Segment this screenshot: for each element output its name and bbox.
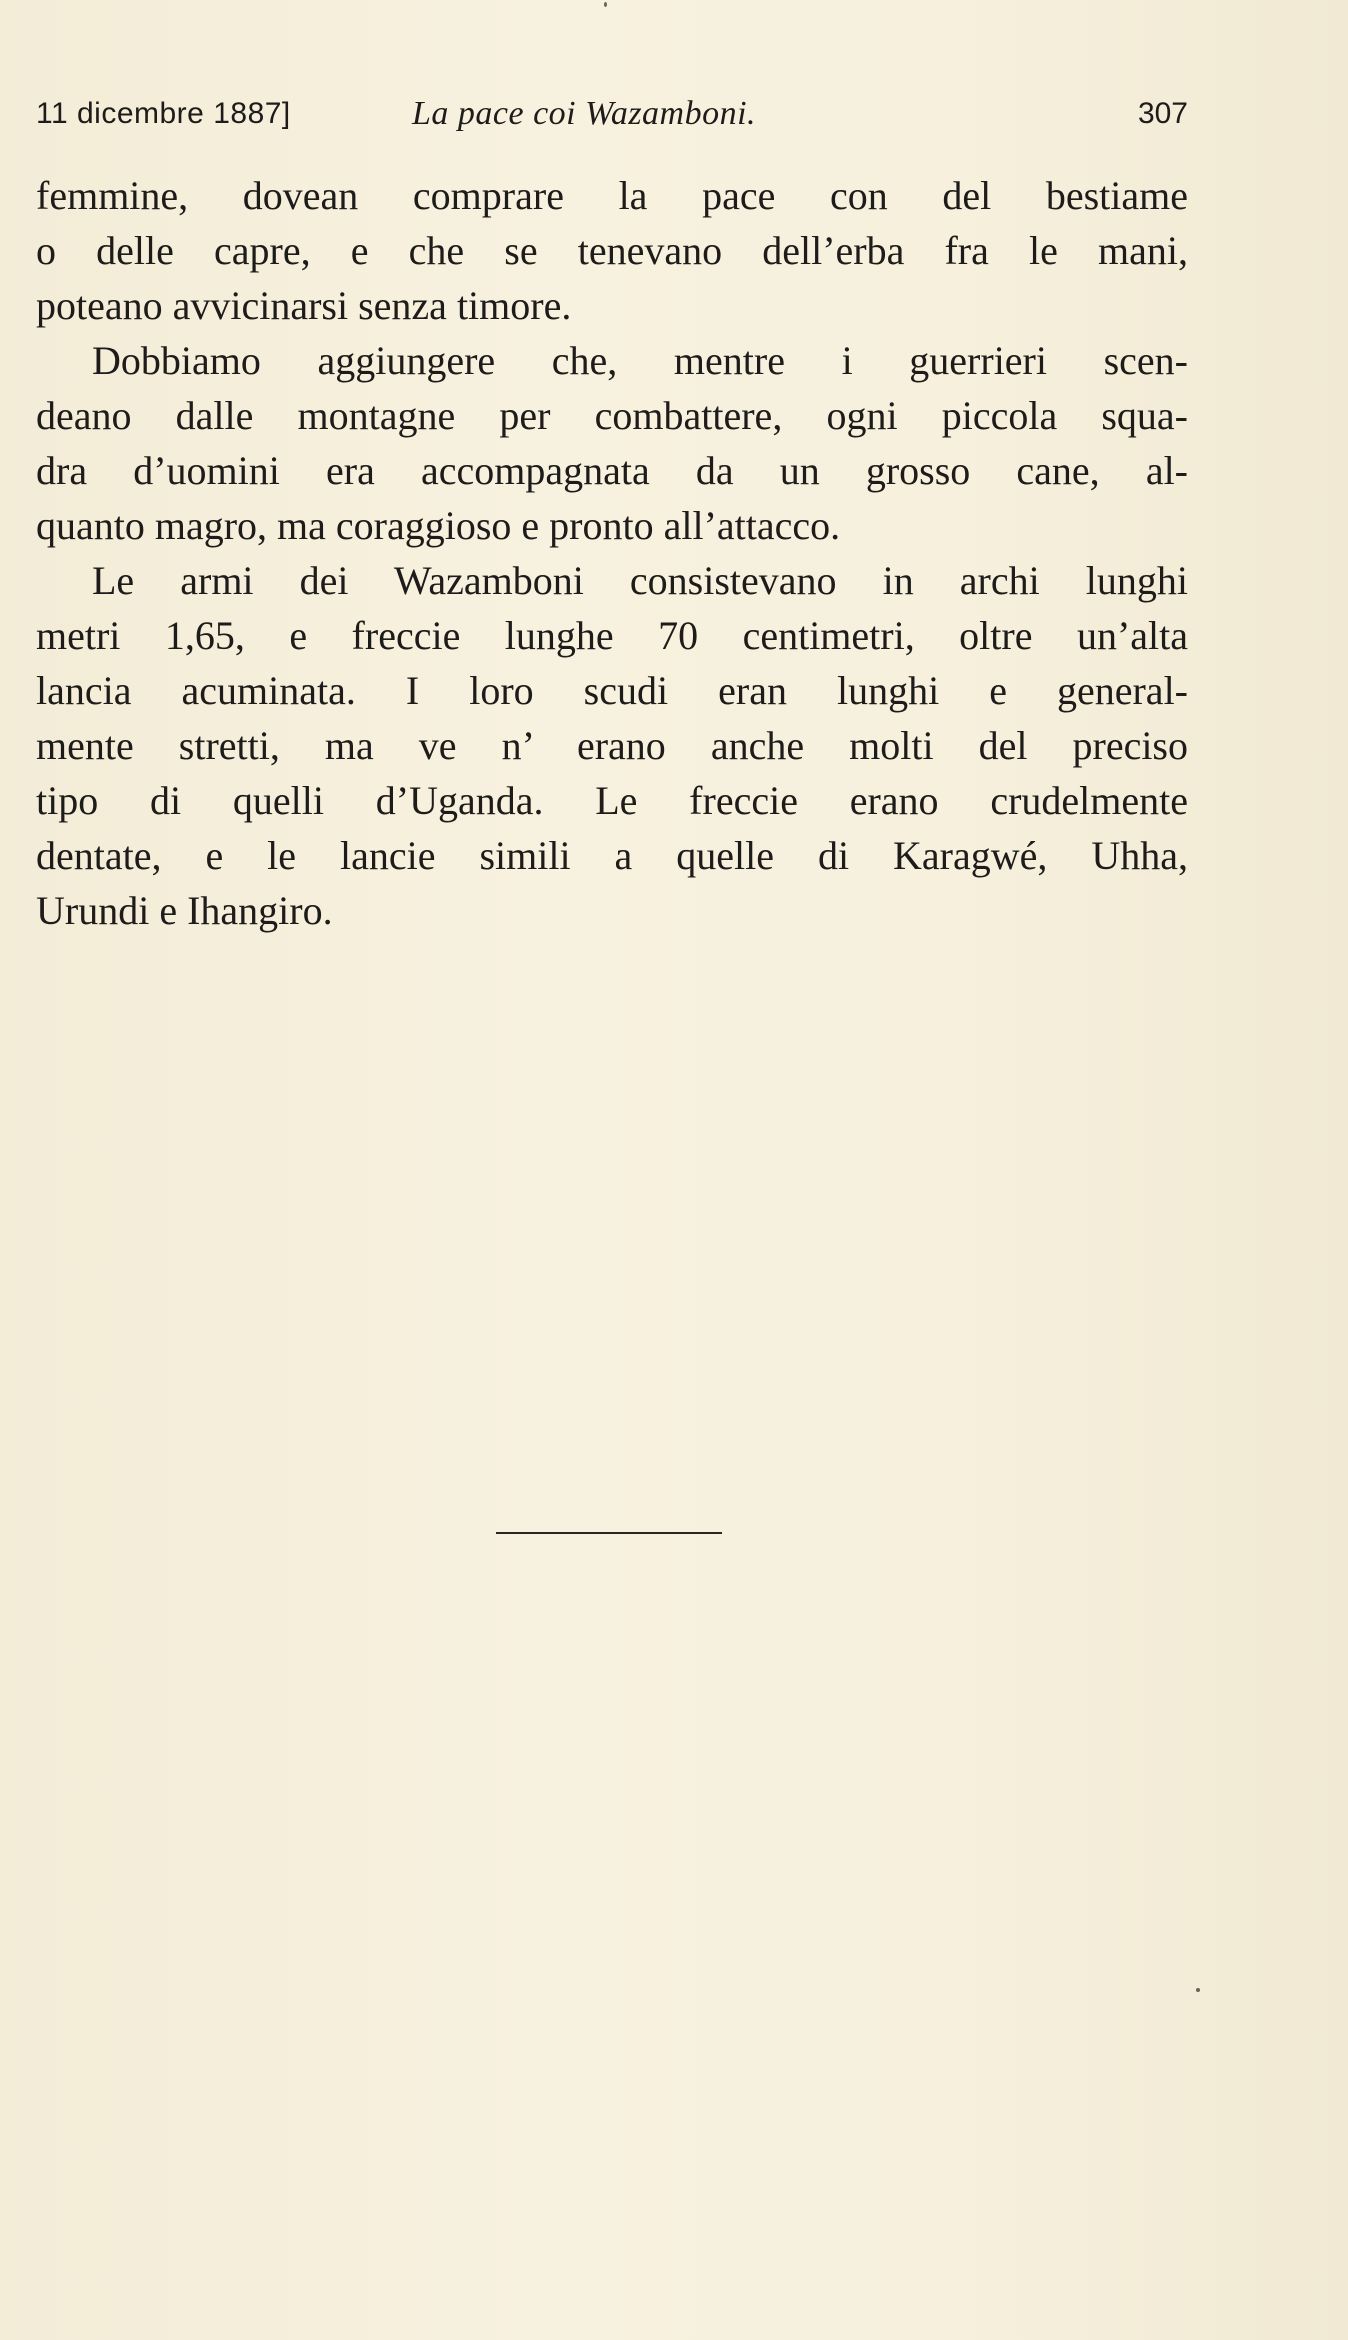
section-divider: [496, 1532, 722, 1534]
text-line: lancia acuminata. I loro scudi eran lunghi e general-: [36, 668, 1188, 713]
header-title: La pace coi Wazamboni.: [412, 95, 757, 132]
paper-speck: [604, 2, 607, 7]
text-line: dra d’uomini era accompagnata da un grosso cane, al-: [36, 448, 1188, 493]
header-date: 11 dicembre 1887]: [36, 97, 291, 130]
text-line: tipo di quelli d’Uganda. Le freccie erano crudelmente: [36, 778, 1188, 823]
text-line: mente stretti, ma ve n’ erano anche molti del preciso: [36, 723, 1188, 768]
text-line: dentate, e le lancie simili a quelle di Karagwé, Uhha,: [36, 833, 1188, 878]
text-line: deano dalle montagne per combattere, ogni piccola squa-: [36, 393, 1188, 438]
text-line: poteano avvicinarsi senza timore.: [36, 283, 572, 328]
text-line: Urundi e Ihangiro.: [36, 888, 333, 933]
body-text: [36, 168, 1188, 938]
text-line: o delle capre, e che se tenevano dell’erba fra le mani,: [36, 228, 1188, 273]
paper-speck: [1196, 1988, 1200, 1992]
text-line: Le armi dei Wazamboni consistevano in archi lunghi: [92, 558, 1188, 603]
running-head: [36, 92, 1188, 136]
text-line: Dobbiamo aggiungere che, mentre i guerrieri scen-: [92, 338, 1188, 383]
text-line: femmine, dovean comprare la pace con del bestiame: [36, 173, 1188, 218]
text-line: quanto magro, ma coraggioso e pronto all’attacco.: [36, 503, 841, 548]
page-number: 307: [1137, 97, 1188, 130]
text-line: metri 1,65, e freccie lunghe 70 centimetri, oltre un’alta: [36, 613, 1188, 658]
